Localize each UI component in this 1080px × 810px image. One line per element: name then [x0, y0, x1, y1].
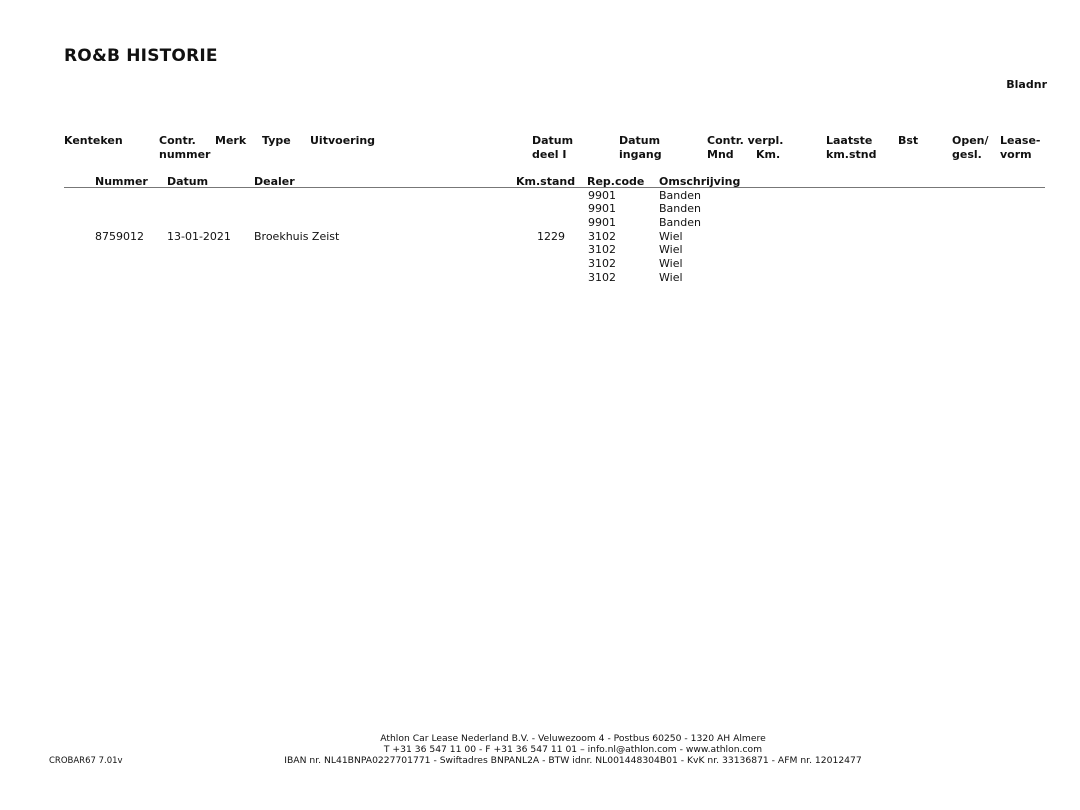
- col-bst: Bst: [898, 134, 919, 147]
- repair-code: 3102: [588, 270, 616, 284]
- col-repcode: Rep.code: [587, 175, 645, 188]
- col-uitvoering: Uitvoering: [310, 134, 376, 147]
- col-contr-nummer-line2: nummer: [159, 147, 211, 161]
- list-item: [588, 257, 701, 271]
- record-kmstand: 1229: [537, 230, 565, 243]
- repair-code: 3102: [588, 243, 616, 257]
- list-item: [588, 202, 701, 216]
- col-nummer: Nummer: [95, 175, 148, 188]
- repair-code: 3102: [588, 229, 616, 243]
- col-datum: Datum: [167, 175, 209, 188]
- list-item: [588, 271, 701, 285]
- col-datum-ingang-line2: ingang: [619, 147, 662, 161]
- footer-registration: IBAN nr. NL41BNPA0227701771 - Swiftadres BNPANL2A - BTW idnr. NL001448304B01 - KvK nr. 33136871 - AFM nr. 12012477: [284, 755, 862, 766]
- list-item: [588, 243, 701, 257]
- col-contr-verpl-line2: Mnd: [707, 147, 734, 161]
- col-merk: Merk: [215, 134, 247, 147]
- col-open-gesl-line2: gesl.: [952, 147, 982, 161]
- list-item: [588, 216, 701, 230]
- list-item: [588, 189, 701, 203]
- record-dealer: Broekhuis Zeist: [254, 230, 340, 243]
- col-datum-ingang-line1: Datum: [619, 134, 661, 147]
- col-contr-nummer-line1: Contr.: [159, 134, 196, 147]
- col-laatste-line1: Laatste: [826, 134, 873, 147]
- footer-address: Athlon Car Lease Nederland B.V. - Veluwezoom 4 - Postbus 60250 - 1320 AH Almere: [380, 733, 766, 744]
- list-item: [588, 230, 701, 244]
- col-dealer: Dealer: [254, 175, 295, 188]
- col-kenteken: Kenteken: [64, 134, 123, 147]
- col-datum-deel: [532, 134, 573, 161]
- col-km: Km.: [756, 147, 781, 161]
- col-lease-vorm-line2: vorm: [1000, 147, 1032, 161]
- col-datum-deel-line1: Datum: [532, 134, 574, 147]
- col-omschrijving: Omschrijving: [659, 175, 741, 188]
- record-datum: 13-01-2021: [167, 230, 231, 243]
- col-datum-deel-line2: deel I: [532, 147, 567, 161]
- repair-description: Banden: [659, 215, 701, 229]
- col-contr-nummer: [159, 134, 210, 161]
- repair-code: 3102: [588, 257, 616, 271]
- header-divider: [64, 187, 1045, 188]
- repair-description: Wiel: [659, 229, 683, 243]
- page-number-label: Bladnr: [1006, 78, 1047, 91]
- repair-description: Wiel: [659, 257, 683, 271]
- repair-lines: [588, 189, 701, 285]
- repair-code: 9901: [588, 215, 616, 229]
- col-laatste-line2: km.stnd: [826, 147, 877, 161]
- repair-description: Banden: [659, 188, 701, 202]
- col-type: Type: [262, 134, 291, 147]
- repair-description: Banden: [659, 202, 701, 216]
- document-version: CROBAR67 7.01v: [49, 756, 123, 766]
- col-open-gesl: [952, 134, 989, 161]
- record-nummer: 8759012: [95, 230, 144, 243]
- col-open-gesl-line1: Open/: [952, 134, 989, 147]
- repair-description: Wiel: [659, 243, 683, 257]
- repair-description: Wiel: [659, 270, 683, 284]
- company-footer: [280, 733, 866, 766]
- col-laatste-kmstnd: [826, 134, 876, 161]
- col-kmstand: Km.stand: [516, 175, 576, 188]
- repair-code: 9901: [588, 202, 616, 216]
- repair-code: 9901: [588, 188, 616, 202]
- document-title: RO&B HISTORIE: [64, 46, 218, 66]
- col-lease-vorm-line1: Lease-: [1000, 134, 1041, 147]
- col-lease-vorm: [1000, 134, 1040, 161]
- col-datum-ingang: [619, 134, 662, 161]
- footer-contact: T +31 36 547 11 00 - F +31 36 547 11 01 – info.nl@athlon.com - www.athlon.com: [383, 744, 763, 755]
- col-contr-verpl-line1: Contr. verpl.: [707, 134, 784, 147]
